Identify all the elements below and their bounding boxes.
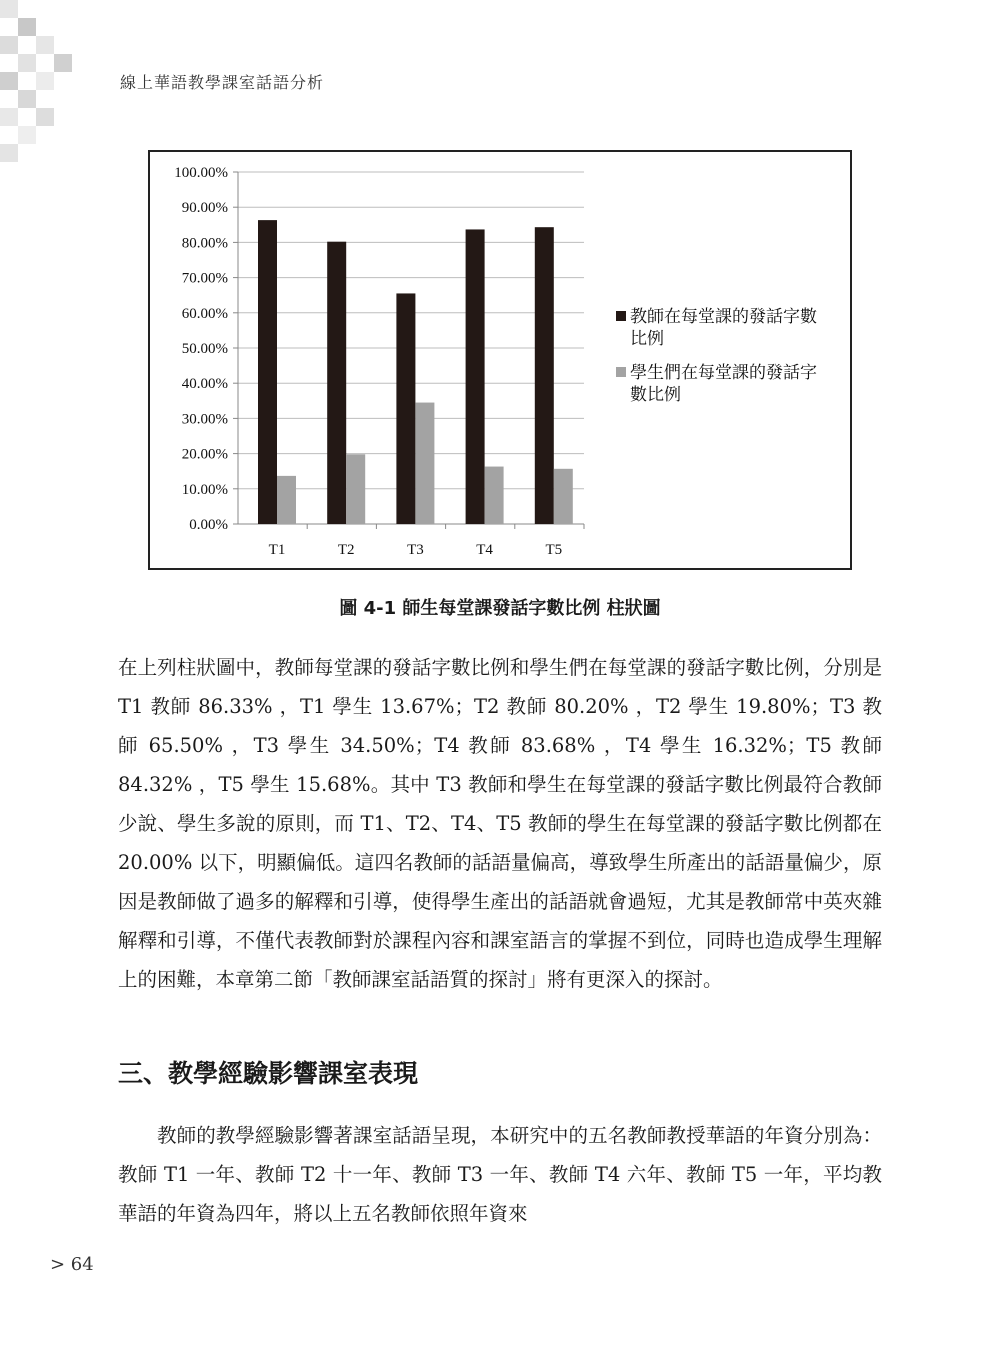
running-header: 線上華語教學課室話語分析 xyxy=(120,73,325,92)
y-tick-label: 30.00% xyxy=(181,411,228,428)
x-tick-label: T3 xyxy=(407,542,424,558)
y-tick-label: 40.00% xyxy=(181,376,228,393)
student-bar xyxy=(346,454,365,524)
legend-label: 學生們在每堂課的發話字 xyxy=(630,363,817,383)
y-tick-label: 0.00% xyxy=(189,517,228,533)
x-tick-label: T2 xyxy=(337,542,355,558)
legend-label: 比例 xyxy=(630,329,664,349)
student-bar xyxy=(415,403,434,524)
y-tick-label: 80.00% xyxy=(181,235,228,252)
teacher-bar xyxy=(327,242,346,524)
y-tick-label: 90.00% xyxy=(181,200,228,217)
y-tick-label: 10.00% xyxy=(181,481,228,498)
page-number: > 64 xyxy=(50,1254,94,1275)
teacher-bar xyxy=(535,227,554,524)
legend-swatch-teacher xyxy=(616,311,626,321)
y-tick-label: 20.00% xyxy=(181,446,228,463)
body-paragraph-2: 教師的教學經驗影響著課室話語呈現，本研究中的五名教師教授華語的年資分別為：教師 T1 一年、教師 T2 十一年、教師 T3 一年、教師 T4 六年、教師 T5 一年，平均教華語的年資為四年，將以上五名教師依照年資來 xyxy=(118,1124,882,1225)
legend-label: 數比例 xyxy=(630,385,681,405)
student-bar xyxy=(485,467,504,524)
x-tick-label: T1 xyxy=(268,542,286,558)
legend-label: 教師在每堂課的發話字數 xyxy=(630,307,817,327)
teacher-bar xyxy=(396,293,415,524)
student-bar xyxy=(277,476,296,524)
legend-swatch-student xyxy=(616,367,626,377)
body-paragraph-1: 在上列柱狀圖中，教師每堂課的發話字數比例和學生們在每堂課的發話字數比例，分別是 T1 教師 86.33% ，T1 學生 13.67%；T2 教師 80.20% ，T2 學生 19.80%；T3 教師 65.50% ，T3 學生 34.50%；T4 教師 83.68% ，T4 學生 16.32%；T5 教師 84.32% ，T5 學生 15.68%。其中 T3 教師和學生在每堂課的發話字數比例最符合教師少說、學生多說的原則，而 T1、T2、T4、T5 教師的學生在每堂課的發話字數比例都在 20.00% 以下，明顯偏低。這四名教師的話語量偏高，導致學生所產出的話語量偏少，原因是教師做了過多的解釋和引導，使得學生產出的話語就會過短，尤其是教師常中英夾雜解釋和引導，不僅代表教師對於課程內容和課室語言的掌握不到位，同時也造成學生理解上的困難，本章第二節「教師課室話語質的探討」將有更深入的探討。 xyxy=(118,656,882,991)
chart-canvas xyxy=(150,152,850,568)
teacher-bar xyxy=(466,229,485,524)
bar-chart xyxy=(148,150,852,570)
figure-caption: 圖 4-1 師生每堂課發話字數比例 柱狀圖 xyxy=(339,598,661,619)
y-tick-label: 70.00% xyxy=(181,270,228,287)
x-tick-label: T5 xyxy=(545,542,563,558)
teacher-bar xyxy=(258,220,277,524)
y-tick-label: 50.00% xyxy=(181,341,228,357)
x-tick-label: T4 xyxy=(476,542,493,558)
y-tick-label: 100.00% xyxy=(174,165,228,181)
student-bar xyxy=(554,469,573,524)
section-heading: 三、教學經驗影響課室表現 xyxy=(118,1059,419,1088)
y-tick-label: 60.00% xyxy=(181,305,228,322)
